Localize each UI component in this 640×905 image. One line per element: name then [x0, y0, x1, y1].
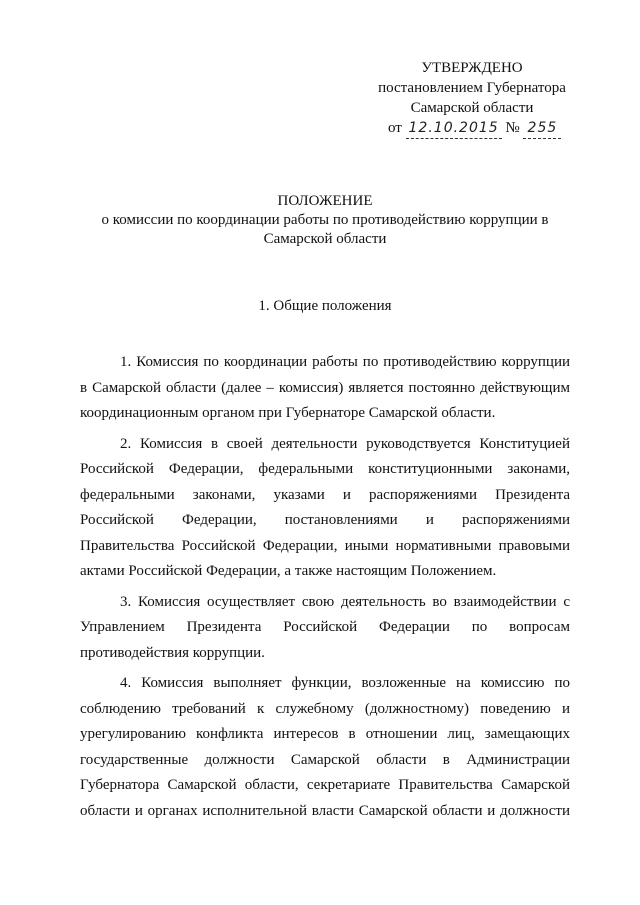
paragraph-line: Управлением Президента Российской Федерации по вопросам — [80, 619, 570, 635]
paragraph-line: актами Российской Федерации, а также настоящим Положением. — [80, 563, 497, 579]
paragraph-line: федеральными законами, указами и распоряжениями Президента — [80, 486, 570, 503]
paragraph-2 — [80, 432, 570, 585]
section-heading: 1. Общие положения — [258, 298, 392, 314]
paragraph-line: области и органах исполнительной власти Самарской области и должности — [80, 802, 570, 819]
approval-line-1: постановлением Губернатора — [378, 80, 566, 96]
paragraph-4 — [80, 671, 570, 824]
paragraph-3 — [80, 590, 570, 667]
paragraph-line: координационным органом при Губернаторе Самарской области. — [80, 405, 496, 421]
document-title-line-2: о комиссии по координации работы по противодействию коррупции в — [101, 212, 549, 228]
paragraph-line: Российской Федерации, федеральными конституционными законами, — [80, 461, 570, 477]
from-label: от — [388, 120, 402, 136]
approval-title: УТВЕРЖДЕНО — [421, 60, 523, 76]
approval-line-2: Самарской области — [410, 100, 534, 116]
paragraph-line: в Самарской области (далее – комиссия) является постоянно действующим — [80, 379, 570, 396]
number-label: № — [505, 120, 520, 136]
paragraph-line: государственные должности Самарской области в Администрации — [80, 751, 570, 768]
paragraph-line: противодействия коррупции. — [80, 644, 265, 661]
document-title-line-3: Самарской области — [263, 231, 387, 247]
approval-stamp — [372, 58, 572, 139]
paragraph-line: Российской Федерации, постановлениями и распоряжениями — [80, 512, 570, 528]
handwritten-number: 255 — [523, 118, 561, 139]
paragraph-line: 3. Комиссия осуществляет свою деятельность во взаимодействии с — [120, 593, 570, 610]
paragraph-1 — [80, 350, 570, 427]
approval-date-number — [372, 118, 572, 139]
document-title-line-1: ПОЛОЖЕНИЕ — [277, 193, 373, 209]
paragraph-line: Правительства Российской Федерации, иными нормативными правовыми — [80, 537, 570, 554]
paragraph-line: урегулированию конфликта интересов в отношении лиц, замещающих — [80, 726, 570, 742]
handwritten-date: 12.10.2015 — [406, 118, 502, 139]
document-title — [80, 192, 570, 249]
paragraph-line: соблюдению требований к служебному (должностному) поведению и — [80, 700, 570, 717]
paragraph-line: 1. Комиссия по координации работы по противодействию коррупции — [120, 354, 570, 370]
paragraph-line: 4. Комиссия выполняет функции, возложенные на комиссию по — [120, 675, 570, 691]
paragraph-line: Губернатора Самарской области, секретариате Правительства Самарской — [80, 777, 570, 793]
document-body — [80, 350, 570, 829]
paragraph-line: 2. Комиссия в своей деятельности руководствуется Конституцией — [120, 435, 570, 452]
